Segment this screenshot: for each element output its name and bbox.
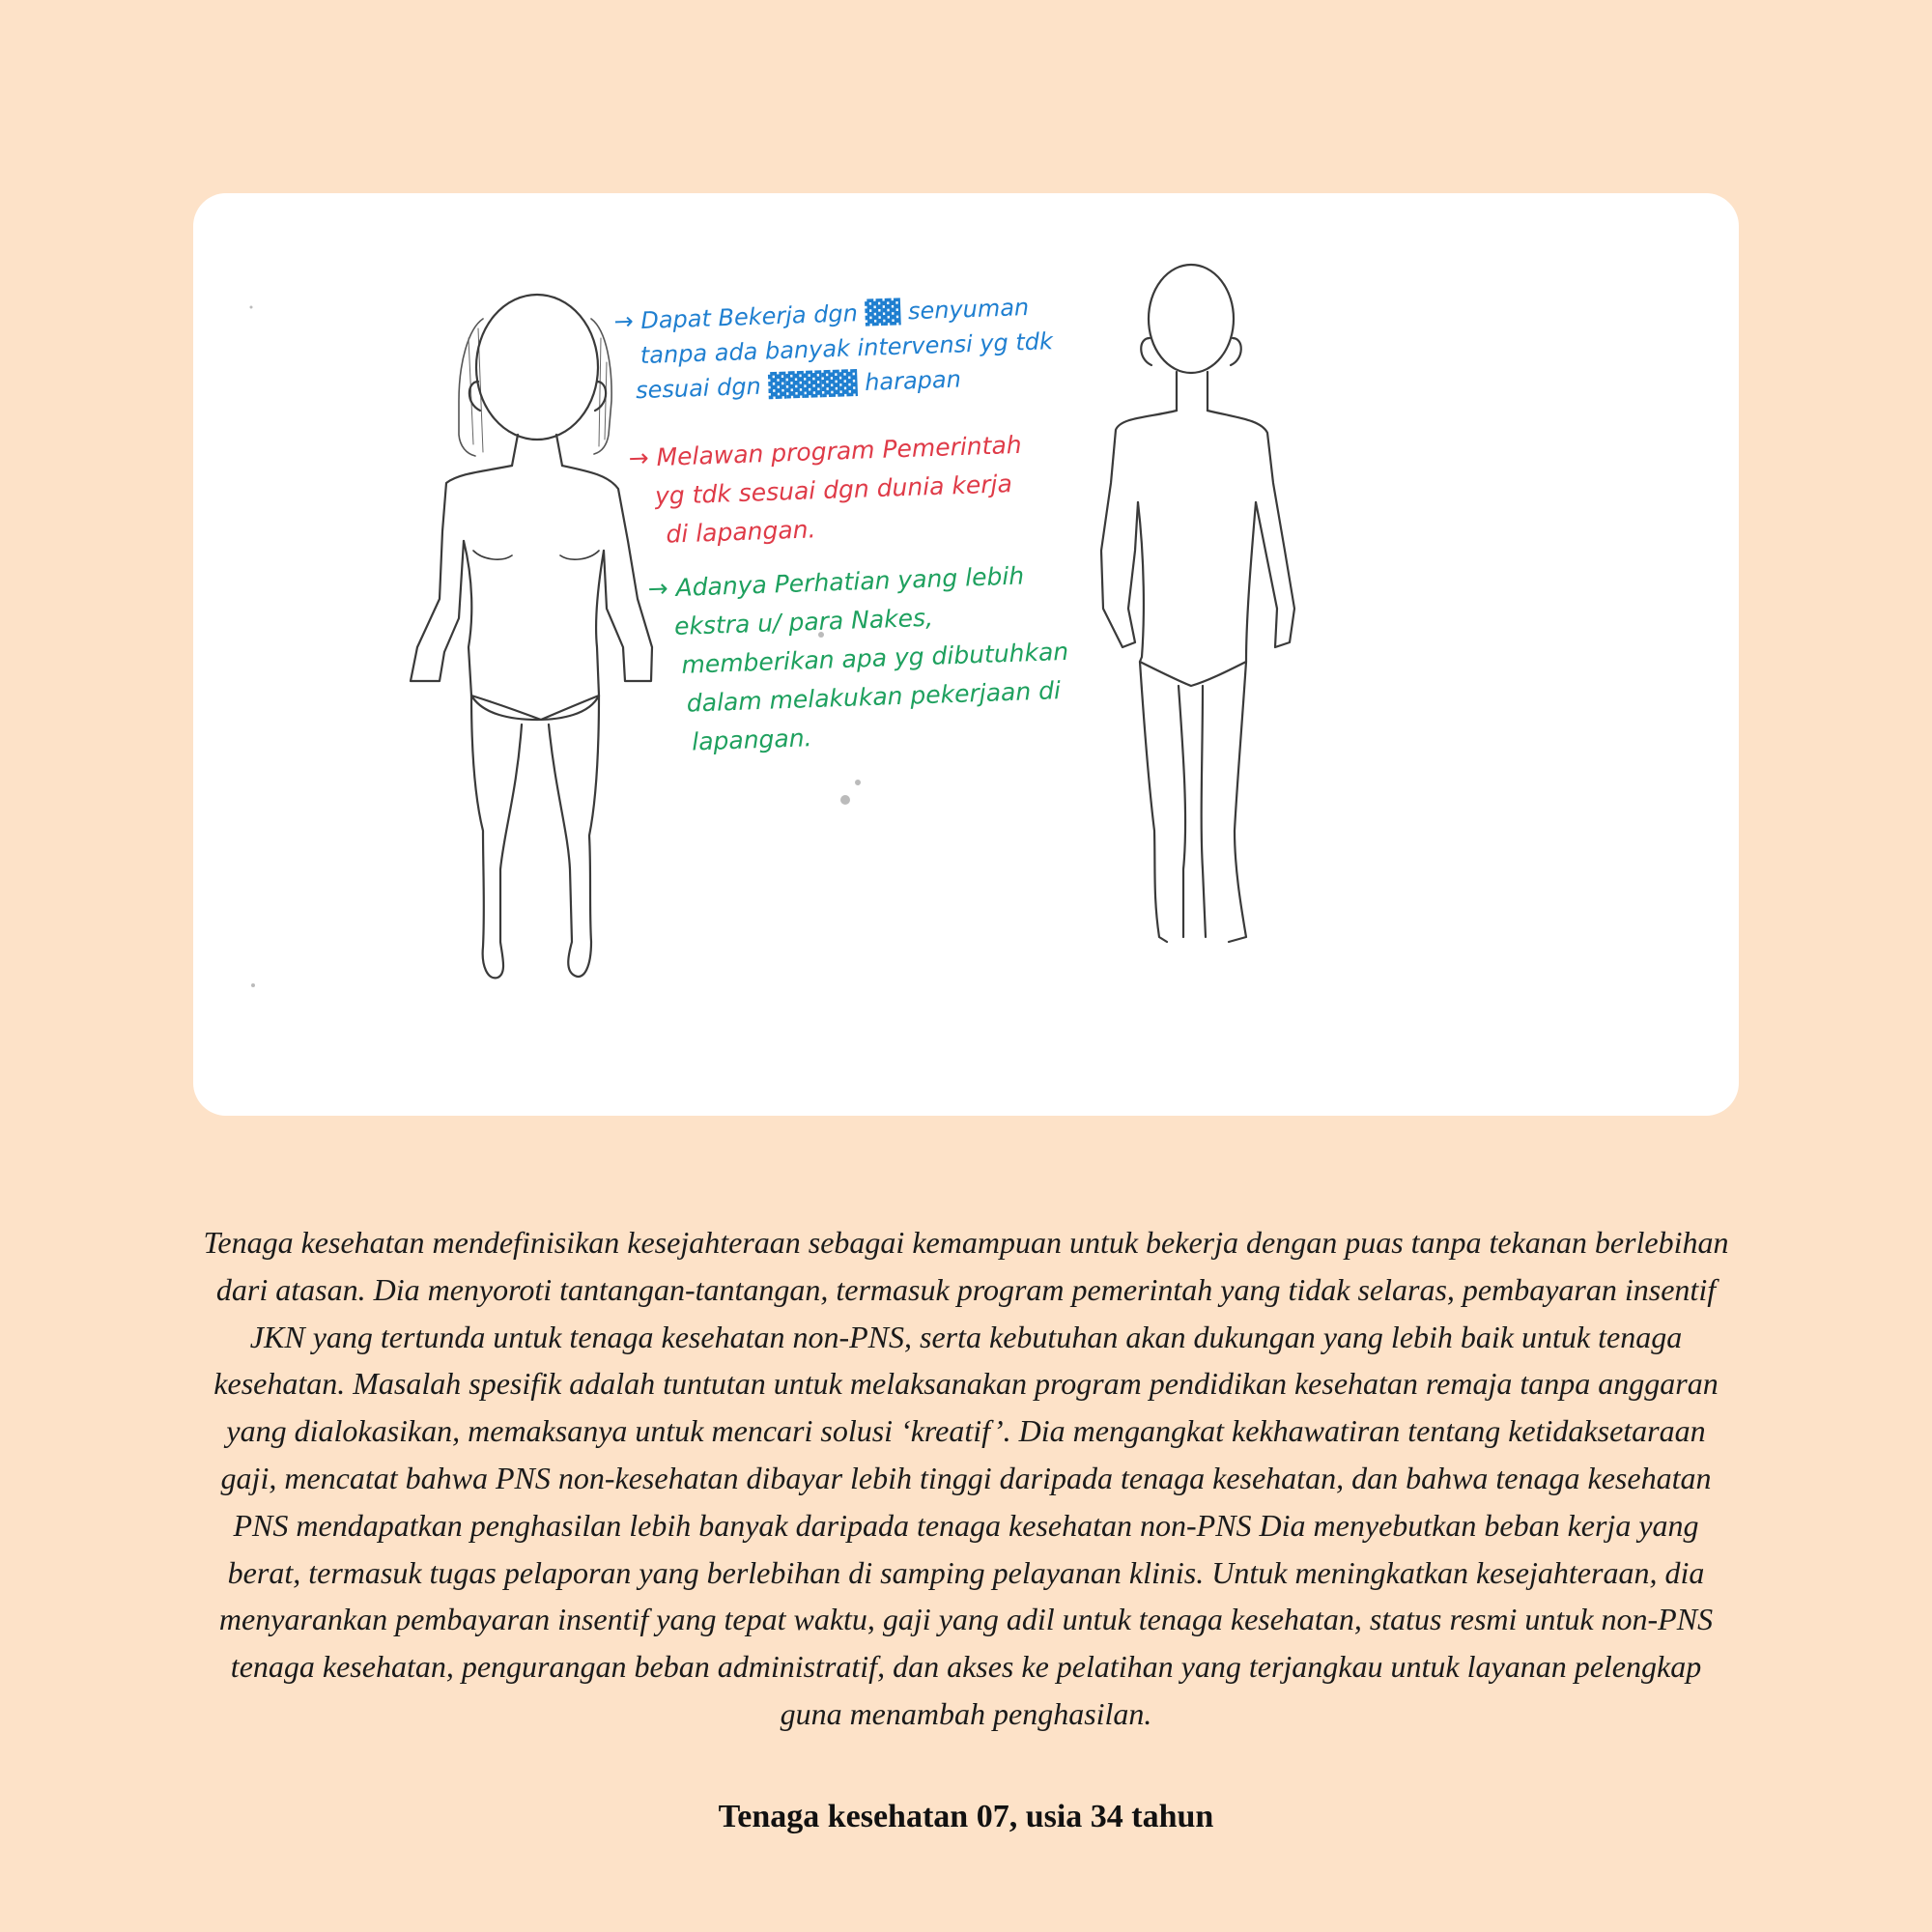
annotation-line: di lapangan. — [665, 515, 816, 549]
annotation-line: ekstra u/ para Nakes, — [673, 603, 934, 641]
annotation-line: tanpa ada banyak intervensi yg tdk — [639, 327, 1054, 370]
attribution: Tenaga kesehatan 07, usia 34 tahun — [718, 1799, 1214, 1834]
caption-text: Tenaga kesehatan mendefinisikan kesejahteraan sebagai kemampuan untuk bekerja dengan puas tanpa tekanan berlebihan dari atasan. Dia menyoroti tantangan-tantangan, termasuk program pemerintah yang tidak selaras, pembayaran insentif JKN yang tertunda untuk tenaga kesehatan non-PNS, serta kebutuhan akan dukungan yang lebih baik untuk tenaga kesehatan. Masalah spesifik adalah tuntutan untuk melaksanakan program pendidikan kesehatan remaja tanpa anggaran yang dialokasikan, memaksanya untuk mencari solusi ‘kreatif’. Dia mengangkat kekhawatiran tentang ketidaksetaraan gaji, mencatat bahwa PNS non-kesehatan dibayar lebih tinggi daripada tenaga kesehatan, dan bahwa tenaga kesehatan PNS mendapatkan penghasilan lebih banyak daripada tenaga kesehatan non-PNS Dia menyebutkan beban kerja yang berat, termasuk tugas pelaporan yang berlebihan di samping pelayanan klinis. Untuk meningkatkan kesejahteraan, dia menyarankan pembayaran insentif yang tepat waktu, gaji yang adil untuk tenaga kesehatan, status resmi untuk non-PNS tenaga kesehatan, pengurangan beban administratif, dan akses ke pelatihan yang terjangkau untuk layanan pelengkap guna menambah penghasilan. — [203, 1225, 1729, 1731]
annotation-green — [647, 555, 1072, 763]
annotation-line: yg tdk sesuai dgn dunia kerja — [654, 469, 1013, 511]
annotation-line: dalam melakukan pekerjaan di — [686, 676, 1062, 718]
annotation-line: → Adanya Perhatian yang lebih — [647, 561, 1025, 603]
male-figure — [1101, 265, 1294, 942]
drawing-card — [193, 193, 1739, 1116]
annotation-red — [628, 426, 1025, 555]
annotation-line: → Dapat Bekerja dgn ▓▓ senyuman — [613, 294, 1030, 335]
annotation-line: sesuai dgn ▓▓▓▓▓ harapan — [635, 365, 962, 405]
annotation-blue — [613, 289, 1055, 409]
annotation-line: → Melawan program Pemerintah — [628, 430, 1023, 472]
annotation-line: lapangan. — [691, 724, 812, 756]
annotation-line: memberikan apa yg dibutuhkan — [680, 637, 1069, 679]
